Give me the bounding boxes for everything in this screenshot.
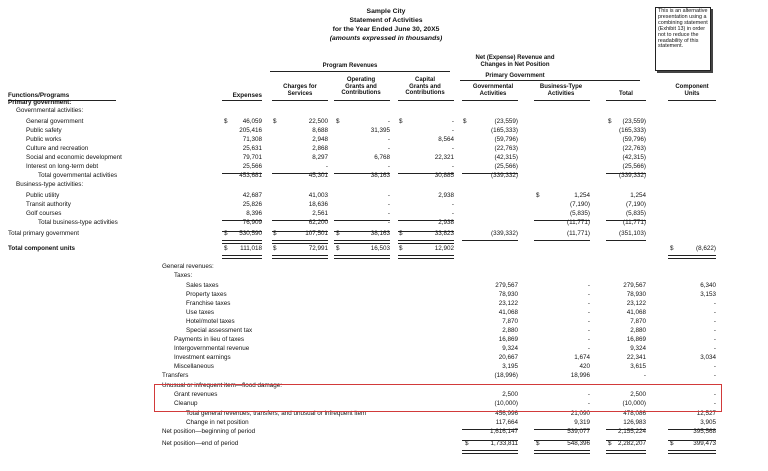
header-program-revenues: Program Revenues [322, 63, 378, 69]
cell-value: 2,500 [502, 391, 518, 398]
cell-value: (59,796) [494, 136, 518, 143]
cell-value: 2,948 [312, 136, 328, 143]
cell-value: 453,681 [239, 172, 262, 179]
cell-value: - [387, 210, 390, 217]
header-primary-government: Primary Government [485, 73, 545, 79]
cell-value: - [587, 318, 590, 325]
cell-value: (165,333) [619, 127, 646, 134]
cell-value: 78,930 [626, 291, 646, 298]
cell-value: - [587, 300, 590, 307]
cell-value: - [325, 163, 328, 170]
cell-value: - [387, 219, 390, 226]
cell-value: - [643, 372, 646, 379]
cell-value: - [587, 345, 590, 352]
row-label: Total governmental activities [38, 172, 118, 179]
cell-value: 30,885 [434, 172, 454, 179]
cell-value: - [713, 336, 716, 343]
row-label: Change in net position [186, 419, 249, 426]
cell-value: 38,163 [370, 230, 390, 237]
row-label: Miscellaneous [174, 363, 214, 370]
cell-value: (22,763) [622, 145, 646, 152]
cell-value: (23,559) [622, 118, 646, 125]
cell-value: - [713, 345, 716, 352]
row-label: Transfers [162, 372, 189, 379]
cell-value: 20,667 [498, 354, 518, 361]
cell-value: - [387, 145, 390, 152]
currency-sign: $ [273, 230, 277, 237]
cell-value: (351,103) [619, 230, 646, 237]
cell-value: (10,000) [622, 400, 646, 407]
currency-sign: $ [224, 245, 228, 252]
row-label: Investment earnings [174, 354, 231, 361]
currency-sign: $ [336, 245, 340, 252]
cell-value: 22,341 [626, 354, 646, 361]
cell-value: 38,163 [370, 172, 390, 179]
cell-value: 2,880 [502, 327, 518, 334]
cell-value: 279,567 [623, 282, 646, 289]
cell-value: - [387, 192, 390, 199]
cell-value: 72,991 [308, 245, 328, 252]
cell-value: 16,869 [498, 336, 518, 343]
cell-value: 8,297 [312, 154, 328, 161]
row-label: Hotel/motel taxes [186, 318, 235, 325]
cell-value: (11,771) [623, 219, 646, 226]
cell-value: - [451, 145, 454, 152]
currency-sign: $ [273, 245, 277, 252]
cell-value: (7,190) [626, 201, 646, 208]
cell-value: 8,396 [246, 210, 262, 217]
cell-value: 7,870 [630, 318, 646, 325]
row-label: Total general revenues, transfers, and unusual or infrequent item [186, 410, 367, 417]
cell-value: - [451, 118, 454, 125]
cell-value: 3,034 [700, 354, 716, 361]
currency-sign: $ [465, 440, 469, 447]
cell-value: 3,615 [630, 363, 646, 370]
title-city: Sample City [366, 8, 406, 15]
row-label: Unusual or infrequent item—flood damage: [162, 382, 283, 389]
row-label: Golf courses [26, 210, 62, 217]
row-label: Net position—beginning of period [162, 428, 256, 435]
cell-value: 8,564 [438, 136, 454, 143]
cell-value: 6,340 [700, 282, 716, 289]
cell-value: (25,566) [494, 163, 518, 170]
cell-value: 16,869 [626, 336, 646, 343]
cell-value: 2,938 [438, 192, 454, 199]
currency-sign: $ [224, 230, 228, 237]
cell-value: (59,796) [622, 136, 646, 143]
cell-value: 45,301 [308, 172, 328, 179]
currency-sign: $ [670, 440, 674, 447]
currency-sign: $ [399, 245, 403, 252]
cell-value: 3,153 [700, 291, 716, 298]
cell-value: (339,332) [491, 230, 518, 237]
cell-value: 2,155,224 [617, 428, 646, 435]
cell-value: - [713, 318, 716, 325]
cell-value: - [713, 391, 716, 398]
cell-value: 7,870 [502, 318, 518, 325]
cell-value: 79,701 [242, 154, 262, 161]
cell-value: 456,996 [495, 410, 518, 417]
row-label: Primary government: [8, 99, 72, 106]
cell-value: 16,503 [370, 245, 390, 252]
cell-value: - [713, 363, 716, 370]
cell-value: (339,332) [491, 172, 518, 179]
cell-value: 1,616,147 [489, 428, 518, 435]
currency-sign: $ [336, 118, 340, 125]
row-label: Social and economic development [26, 154, 122, 161]
cell-value: - [713, 372, 716, 379]
cell-value: (11,771) [567, 219, 590, 226]
cell-value: - [451, 210, 454, 217]
row-label: Public safety [26, 127, 62, 134]
cell-value: 1,674 [574, 354, 590, 361]
cell-value: (22,763) [494, 145, 518, 152]
cell-value: 548,396 [567, 440, 590, 447]
cell-value: 33,823 [434, 230, 454, 237]
cell-value: 478,086 [623, 410, 646, 417]
header-governmental-activities: Governmental Activities [472, 84, 514, 97]
header-total: Total [619, 91, 633, 97]
cell-value: - [451, 201, 454, 208]
cell-value: 12,902 [434, 245, 454, 252]
cell-value: 395,568 [693, 428, 716, 435]
row-label: Use taxes [186, 309, 214, 316]
cell-value: (5,835) [570, 210, 590, 217]
row-label: Special assessment tax [186, 327, 253, 334]
row-label: Culture and recreation [26, 145, 89, 152]
header-business-type-activities: Business-Type Activities [539, 84, 583, 97]
row-label: Taxes: [174, 272, 193, 279]
cell-value: - [387, 136, 390, 143]
header-charges-for-services: Charges for Services [283, 84, 317, 97]
cell-value: - [587, 391, 590, 398]
row-label: Total component units [8, 245, 76, 252]
cell-value: 1,254 [630, 192, 646, 199]
currency-sign: $ [536, 192, 540, 199]
explanatory-note: This is an alternative presentation using a combining statement (Exhibit 13) in order not to reduce the readability of this statement. [655, 7, 711, 71]
row-label: Cleanup [174, 400, 198, 407]
cell-value: - [713, 327, 716, 334]
cell-value: 25,631 [242, 145, 262, 152]
header-net-expense: Net (Expense) Revenue and Changes in Net Position [475, 55, 555, 68]
row-label: Sales taxes [186, 282, 219, 289]
cell-value: 23,122 [626, 300, 646, 307]
cell-value: 9,319 [574, 419, 590, 426]
title-units: (amounts expressed in thousands) [329, 35, 443, 42]
cell-value: (25,566) [622, 163, 646, 170]
cell-value: 41,068 [626, 309, 646, 316]
cell-value: 18,636 [308, 201, 328, 208]
cell-value: 46,059 [242, 118, 262, 125]
row-label: Total primary government [8, 230, 80, 237]
row-label: Interest on long-term debt [26, 163, 99, 170]
cell-value: 1,254 [574, 192, 590, 199]
currency-sign: $ [608, 118, 612, 125]
row-label: Public works [26, 136, 62, 143]
currency-sign: $ [608, 440, 612, 447]
cell-value: - [713, 400, 716, 407]
cell-value: 279,567 [495, 282, 518, 289]
title-period: for the Year Ended June 30, 20X5 [332, 26, 440, 33]
cell-value: - [387, 201, 390, 208]
cell-value: 71,308 [242, 136, 262, 143]
cell-value: (23,559) [494, 118, 518, 125]
currency-sign: $ [670, 245, 674, 252]
cell-value: - [587, 282, 590, 289]
cell-value: 2,500 [630, 391, 646, 398]
header-component-units: Component Units [675, 84, 709, 97]
row-label: Property taxes [186, 291, 227, 298]
cell-value: 62,200 [308, 219, 328, 226]
cell-value: 18,996 [570, 372, 590, 379]
cell-value: - [587, 309, 590, 316]
cell-value: - [713, 309, 716, 316]
cell-value: (339,332) [619, 172, 646, 179]
cell-value: 8,688 [312, 127, 328, 134]
cell-value: 1,733,811 [490, 440, 518, 447]
cell-value: - [387, 163, 390, 170]
cell-value: 2,868 [312, 145, 328, 152]
cell-value: (42,315) [622, 154, 646, 161]
cell-value: 420 [579, 363, 590, 370]
header-expenses: Expenses [232, 92, 262, 99]
cell-value: 31,395 [370, 127, 390, 134]
cell-value: 9,324 [502, 345, 518, 352]
row-label: General revenues: [162, 263, 214, 270]
currency-sign: $ [399, 118, 403, 125]
cell-value: (10,000) [494, 400, 518, 407]
cell-value: - [587, 291, 590, 298]
row-label: General government [26, 118, 84, 125]
row-label: Total business-type activities [38, 219, 118, 226]
cell-value: 205,416 [239, 127, 262, 134]
cell-value: 78,930 [498, 291, 518, 298]
cell-value: 12,527 [696, 410, 716, 417]
cell-value: (18,996) [494, 372, 518, 379]
currency-sign: $ [536, 440, 540, 447]
cell-value: 9,324 [630, 345, 646, 352]
cell-value: 41,003 [308, 192, 328, 199]
cell-value: (42,315) [494, 154, 518, 161]
cell-value: - [387, 118, 390, 125]
row-label: Payments in lieu of taxes [174, 336, 245, 343]
row-label: Grant revenues [174, 391, 218, 398]
cell-value: - [451, 163, 454, 170]
cell-value: 2,561 [312, 210, 328, 217]
cell-value: (11,771) [567, 230, 590, 237]
cell-value: 22,500 [308, 118, 328, 125]
cell-value: (7,190) [570, 201, 590, 208]
cell-value: 539,077 [567, 428, 590, 435]
cell-value: 117,664 [495, 419, 518, 426]
cell-value: 399,473 [693, 440, 716, 447]
currency-sign: $ [224, 118, 228, 125]
cell-value: 22,321 [434, 154, 454, 161]
cell-value: - [713, 300, 716, 307]
header-capital-grants: Capital Grants and Contributions [405, 77, 445, 97]
cell-value: 530,590 [239, 230, 262, 237]
cell-value: 42,687 [242, 192, 262, 199]
row-label: Franchise taxes [186, 300, 231, 307]
cell-value: 107,501 [305, 230, 328, 237]
cell-value: - [451, 127, 454, 134]
cell-value: 23,122 [498, 300, 518, 307]
cell-value: - [587, 400, 590, 407]
row-label: Intergovernmental revenue [174, 345, 250, 352]
cell-value: 25,826 [242, 201, 262, 208]
row-label: Public utility [26, 192, 60, 199]
row-label: Governmental activities: [16, 107, 84, 114]
title-statement: Statement of Activities [349, 17, 423, 24]
cell-value: 2,880 [630, 327, 646, 334]
header-operating-grants: Operating Grants and Contributions [341, 77, 381, 97]
cell-value: 41,068 [498, 309, 518, 316]
cell-value: 25,566 [242, 163, 262, 170]
header-functions-programs: Functions/Programs [8, 92, 70, 99]
currency-sign: $ [273, 118, 277, 125]
row-label: Business-type activities: [16, 181, 84, 188]
cell-value: (165,333) [491, 127, 518, 134]
cell-value: - [587, 327, 590, 334]
row-label: Net position—end of period [162, 440, 239, 447]
cell-value: 2,282,207 [617, 440, 646, 447]
cell-value: 6,768 [374, 154, 390, 161]
currency-sign: $ [463, 118, 467, 125]
cell-value: 76,909 [242, 219, 262, 226]
flood-damage-highlight [154, 384, 722, 412]
currency-sign: $ [336, 230, 340, 237]
cell-value: (8,622) [696, 245, 716, 252]
cell-value: 126,983 [623, 419, 646, 426]
cell-value: 3,195 [502, 363, 518, 370]
cell-value: 111,018 [240, 245, 262, 252]
currency-sign: $ [399, 230, 403, 237]
cell-value: (5,835) [626, 210, 646, 217]
row-label: Transit authority [26, 201, 71, 208]
cell-value: 3,905 [700, 419, 716, 426]
cell-value: 2,938 [438, 219, 454, 226]
cell-value: 21,090 [570, 410, 590, 417]
cell-value: - [587, 336, 590, 343]
